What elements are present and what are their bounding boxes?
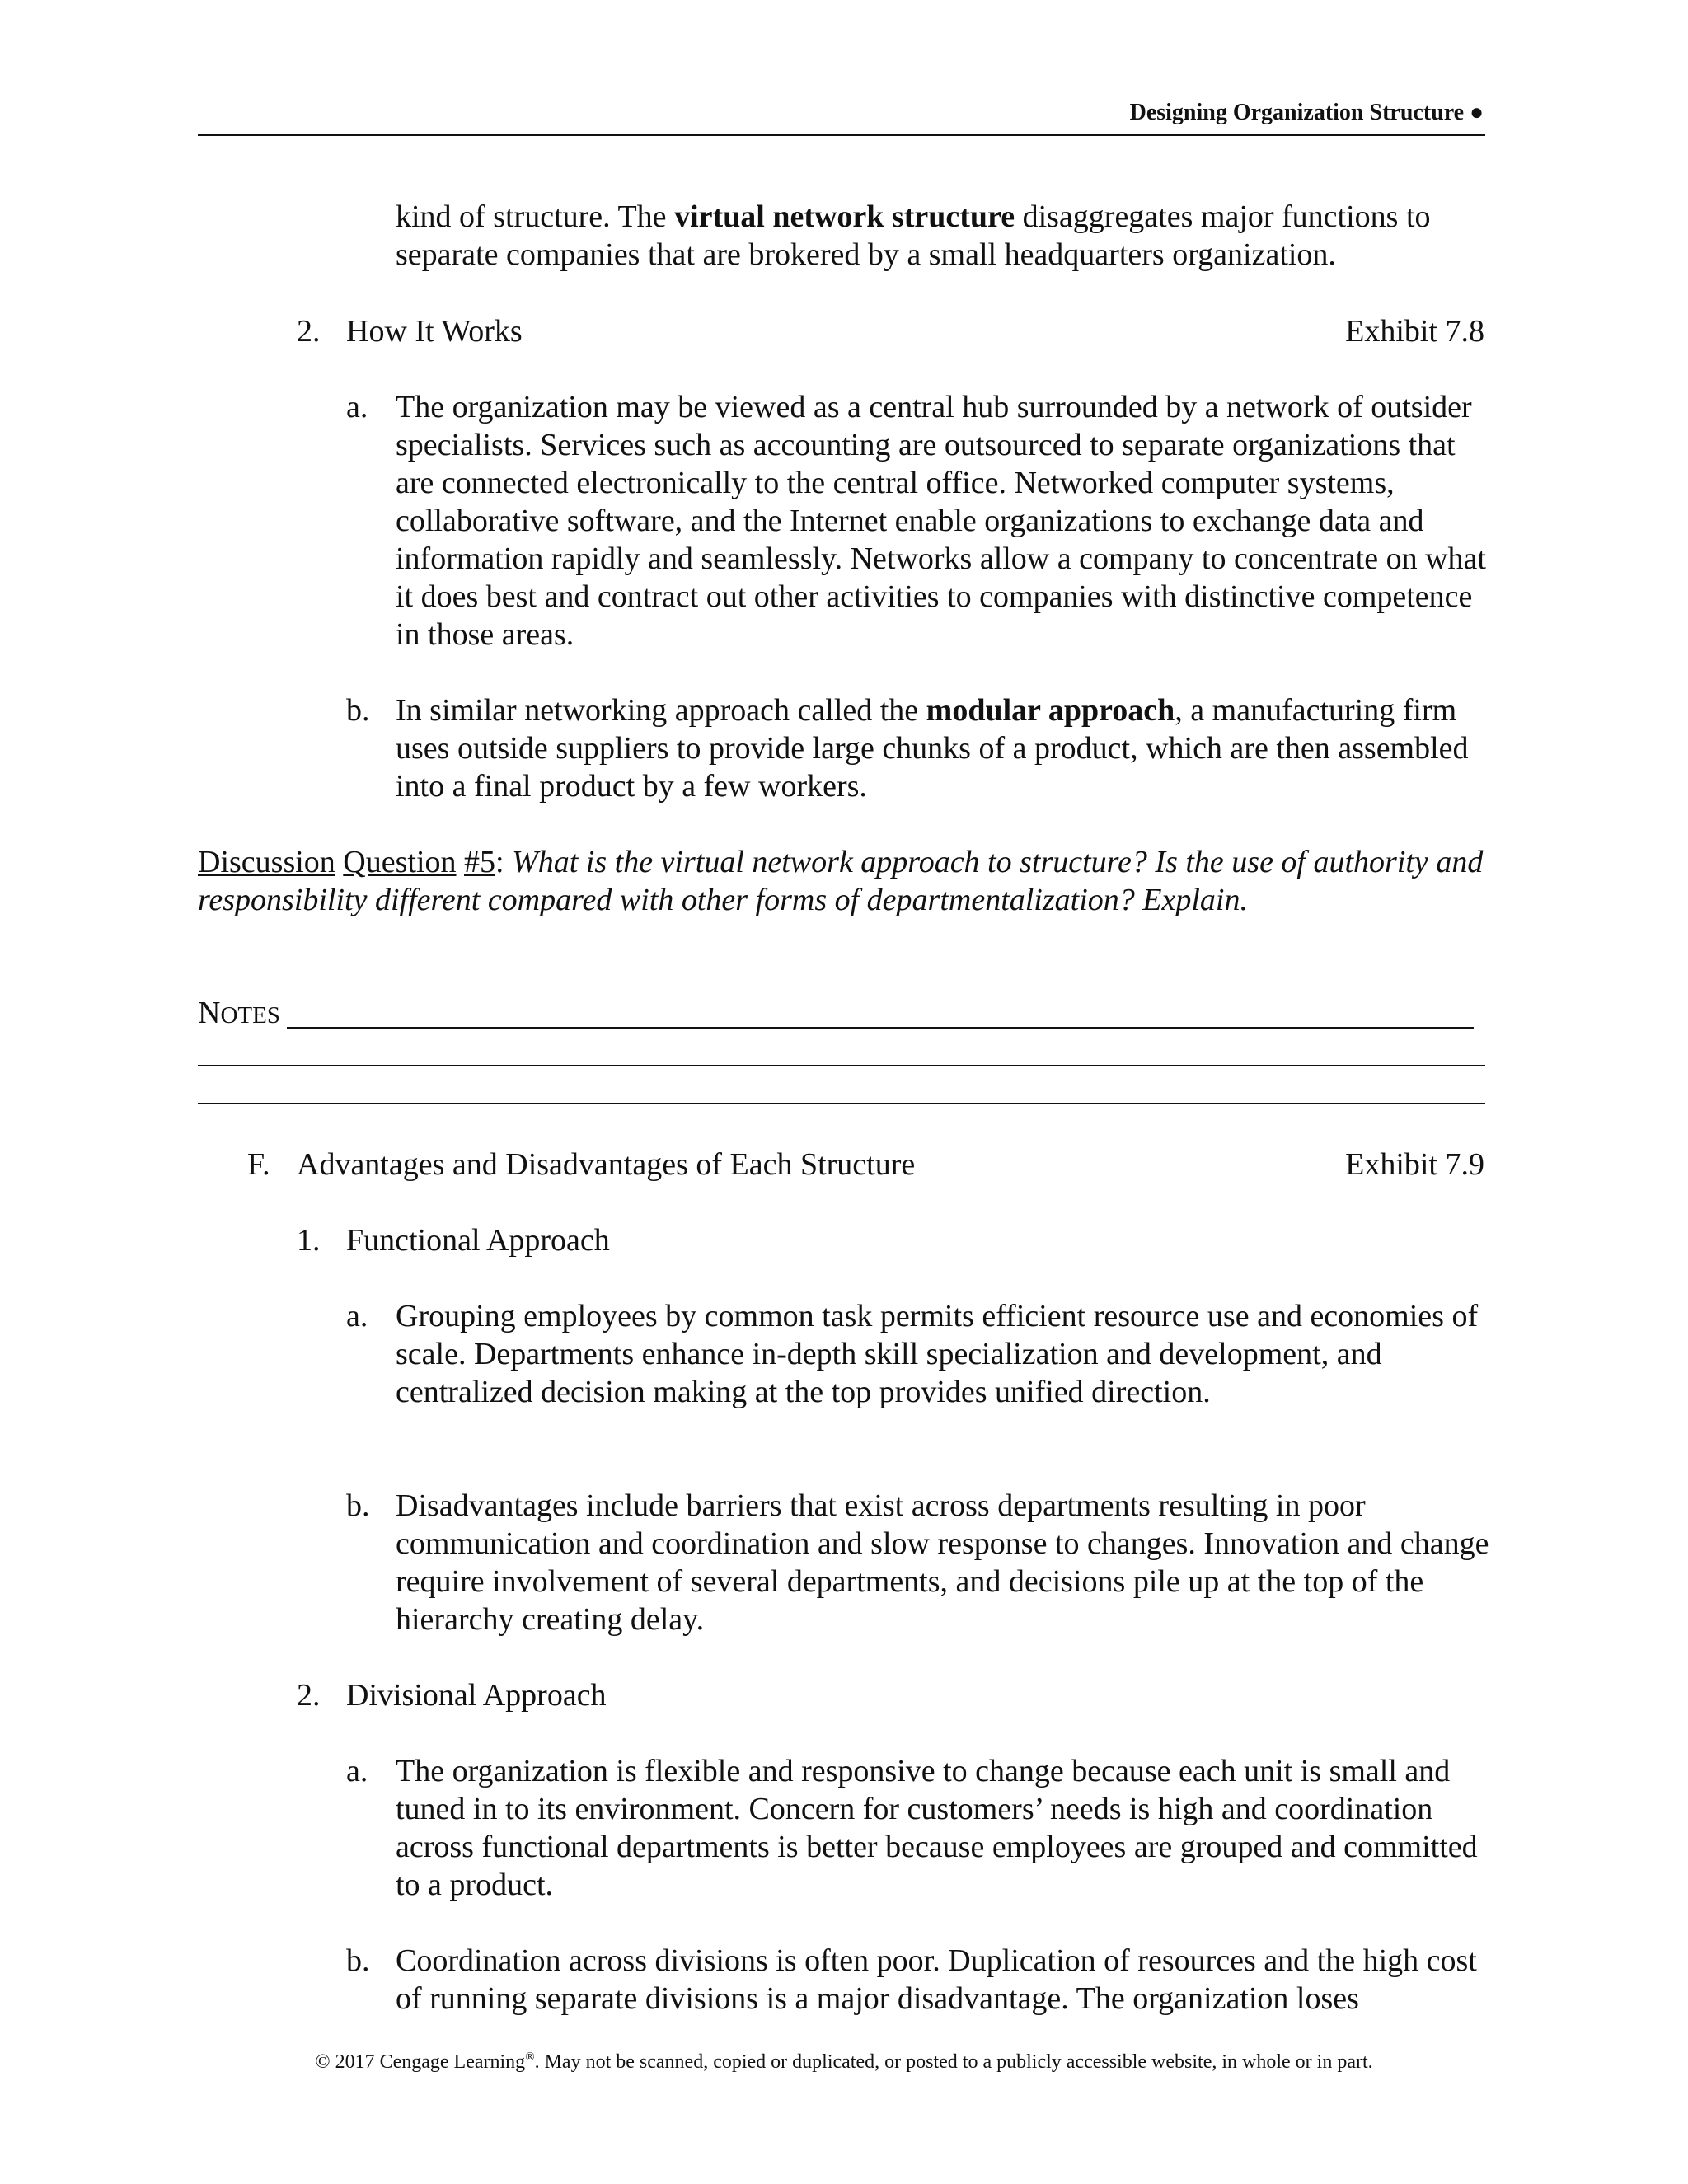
item-paragraph: Disadvantages include barriers that exist across departments resulting in poor communication and coordination and slow response to changes. Innovation and change require involvement of several departments, and decisions pile up at the top of the hierarchy creating delay. — [396, 1488, 1489, 1637]
item-letter: b. — [346, 1943, 370, 1978]
item-paragraph: The organization may be viewed as a central hub surrounded by a network of outsider specialists. Services such as accounting are outsourced to separate organizations that are connected electronically to the central office. Networked computer systems, collaborative software, and the Internet enable organizations to exchange data and information rapidly and seamlessly. Networks allow a company to concentrate on what it does best and contract out other activities to companies with distinctive competence in those areas. — [396, 390, 1486, 652]
discussion-label: Discussion — [198, 845, 335, 879]
running-header-title: Designing Organization Structure ● — [1129, 100, 1484, 125]
exhibit-reference: Exhibit 7.8 — [1345, 314, 1484, 349]
item-letter: b. — [346, 1488, 370, 1523]
notes-initial: N — [198, 996, 221, 1030]
item-paragraph: Coordination across divisions is often poor. Duplication of resources and the high cost of running separate divisions is a major disadvantage. The organization loses — [396, 1943, 1477, 2016]
header-rule — [198, 134, 1485, 136]
question-text: What is the virtual network approach to structure? Is the use of authority and responsibility different compared with other forms of departmentalization? Explain. — [198, 845, 1484, 917]
item-letter: a. — [346, 1299, 368, 1333]
notes-label — [198, 995, 280, 1031]
item-letter: a. — [346, 390, 368, 424]
copyright-footer — [0, 2050, 1688, 2074]
intro-text-start: kind of structure. The — [396, 199, 675, 234]
item-letter: b. — [346, 693, 370, 728]
item-letter: a. — [346, 1754, 368, 1788]
label-colon: : — [495, 845, 513, 879]
section-letter: F. — [247, 1147, 270, 1182]
notes-smallcaps: OTES — [220, 1002, 280, 1029]
registered-mark: ® — [525, 2050, 535, 2064]
item-paragraph: The organization is flexible and responsive to change because each unit is small and tuned in to its environment. Concern for customers’ needs is high and coordination across functional departments is better because employees are grouped and committed to a product. — [396, 1754, 1478, 1902]
intro-text-end: disaggregates major functions to separate companies that are brokered by a small headquarters organization. — [396, 199, 1431, 272]
copyright-text: © 2017 Cengage Learning — [315, 2051, 526, 2073]
section-heading: Advantages and Disadvantages of Each Structure — [297, 1147, 916, 1182]
section-number: 2. — [297, 314, 321, 349]
question-label: Question — [343, 845, 457, 879]
notes-line — [287, 1027, 1474, 1029]
subsection-heading: Functional Approach — [346, 1223, 610, 1258]
modular-approach-term: modular approach — [926, 693, 1175, 728]
virtual-network-term: virtual network structure — [674, 199, 1015, 234]
subsection-number: 1. — [297, 1223, 321, 1258]
exhibit-reference: Exhibit 7.9 — [1345, 1147, 1484, 1182]
item-paragraph — [396, 691, 1492, 805]
item-paragraph: Grouping employees by common task permits efficient resource use and economies of scale. Departments enhance in-depth skill specialization and development, and centralized decision making at the top provides unified direction. — [396, 1299, 1479, 1409]
discussion-question — [198, 843, 1492, 919]
subsection-number: 2. — [297, 1678, 321, 1713]
item-text-start: In similar networking approach called the — [396, 693, 926, 728]
section-heading: How It Works — [346, 314, 523, 349]
copyright-notice: . May not be scanned, copied or duplicated, or posted to a publicly accessible website, in whole or in part. — [534, 2051, 1373, 2073]
notes-line — [198, 1065, 1485, 1066]
item-text-end: , a manufacturing firm uses outside suppliers to provide large chunks of a product, which are then assembled into a final product by a few workers. — [396, 693, 1469, 804]
notes-line — [198, 1103, 1485, 1104]
intro-paragraph — [396, 198, 1492, 274]
subsection-heading: Divisional Approach — [346, 1678, 607, 1713]
question-number: #5 — [464, 845, 496, 879]
